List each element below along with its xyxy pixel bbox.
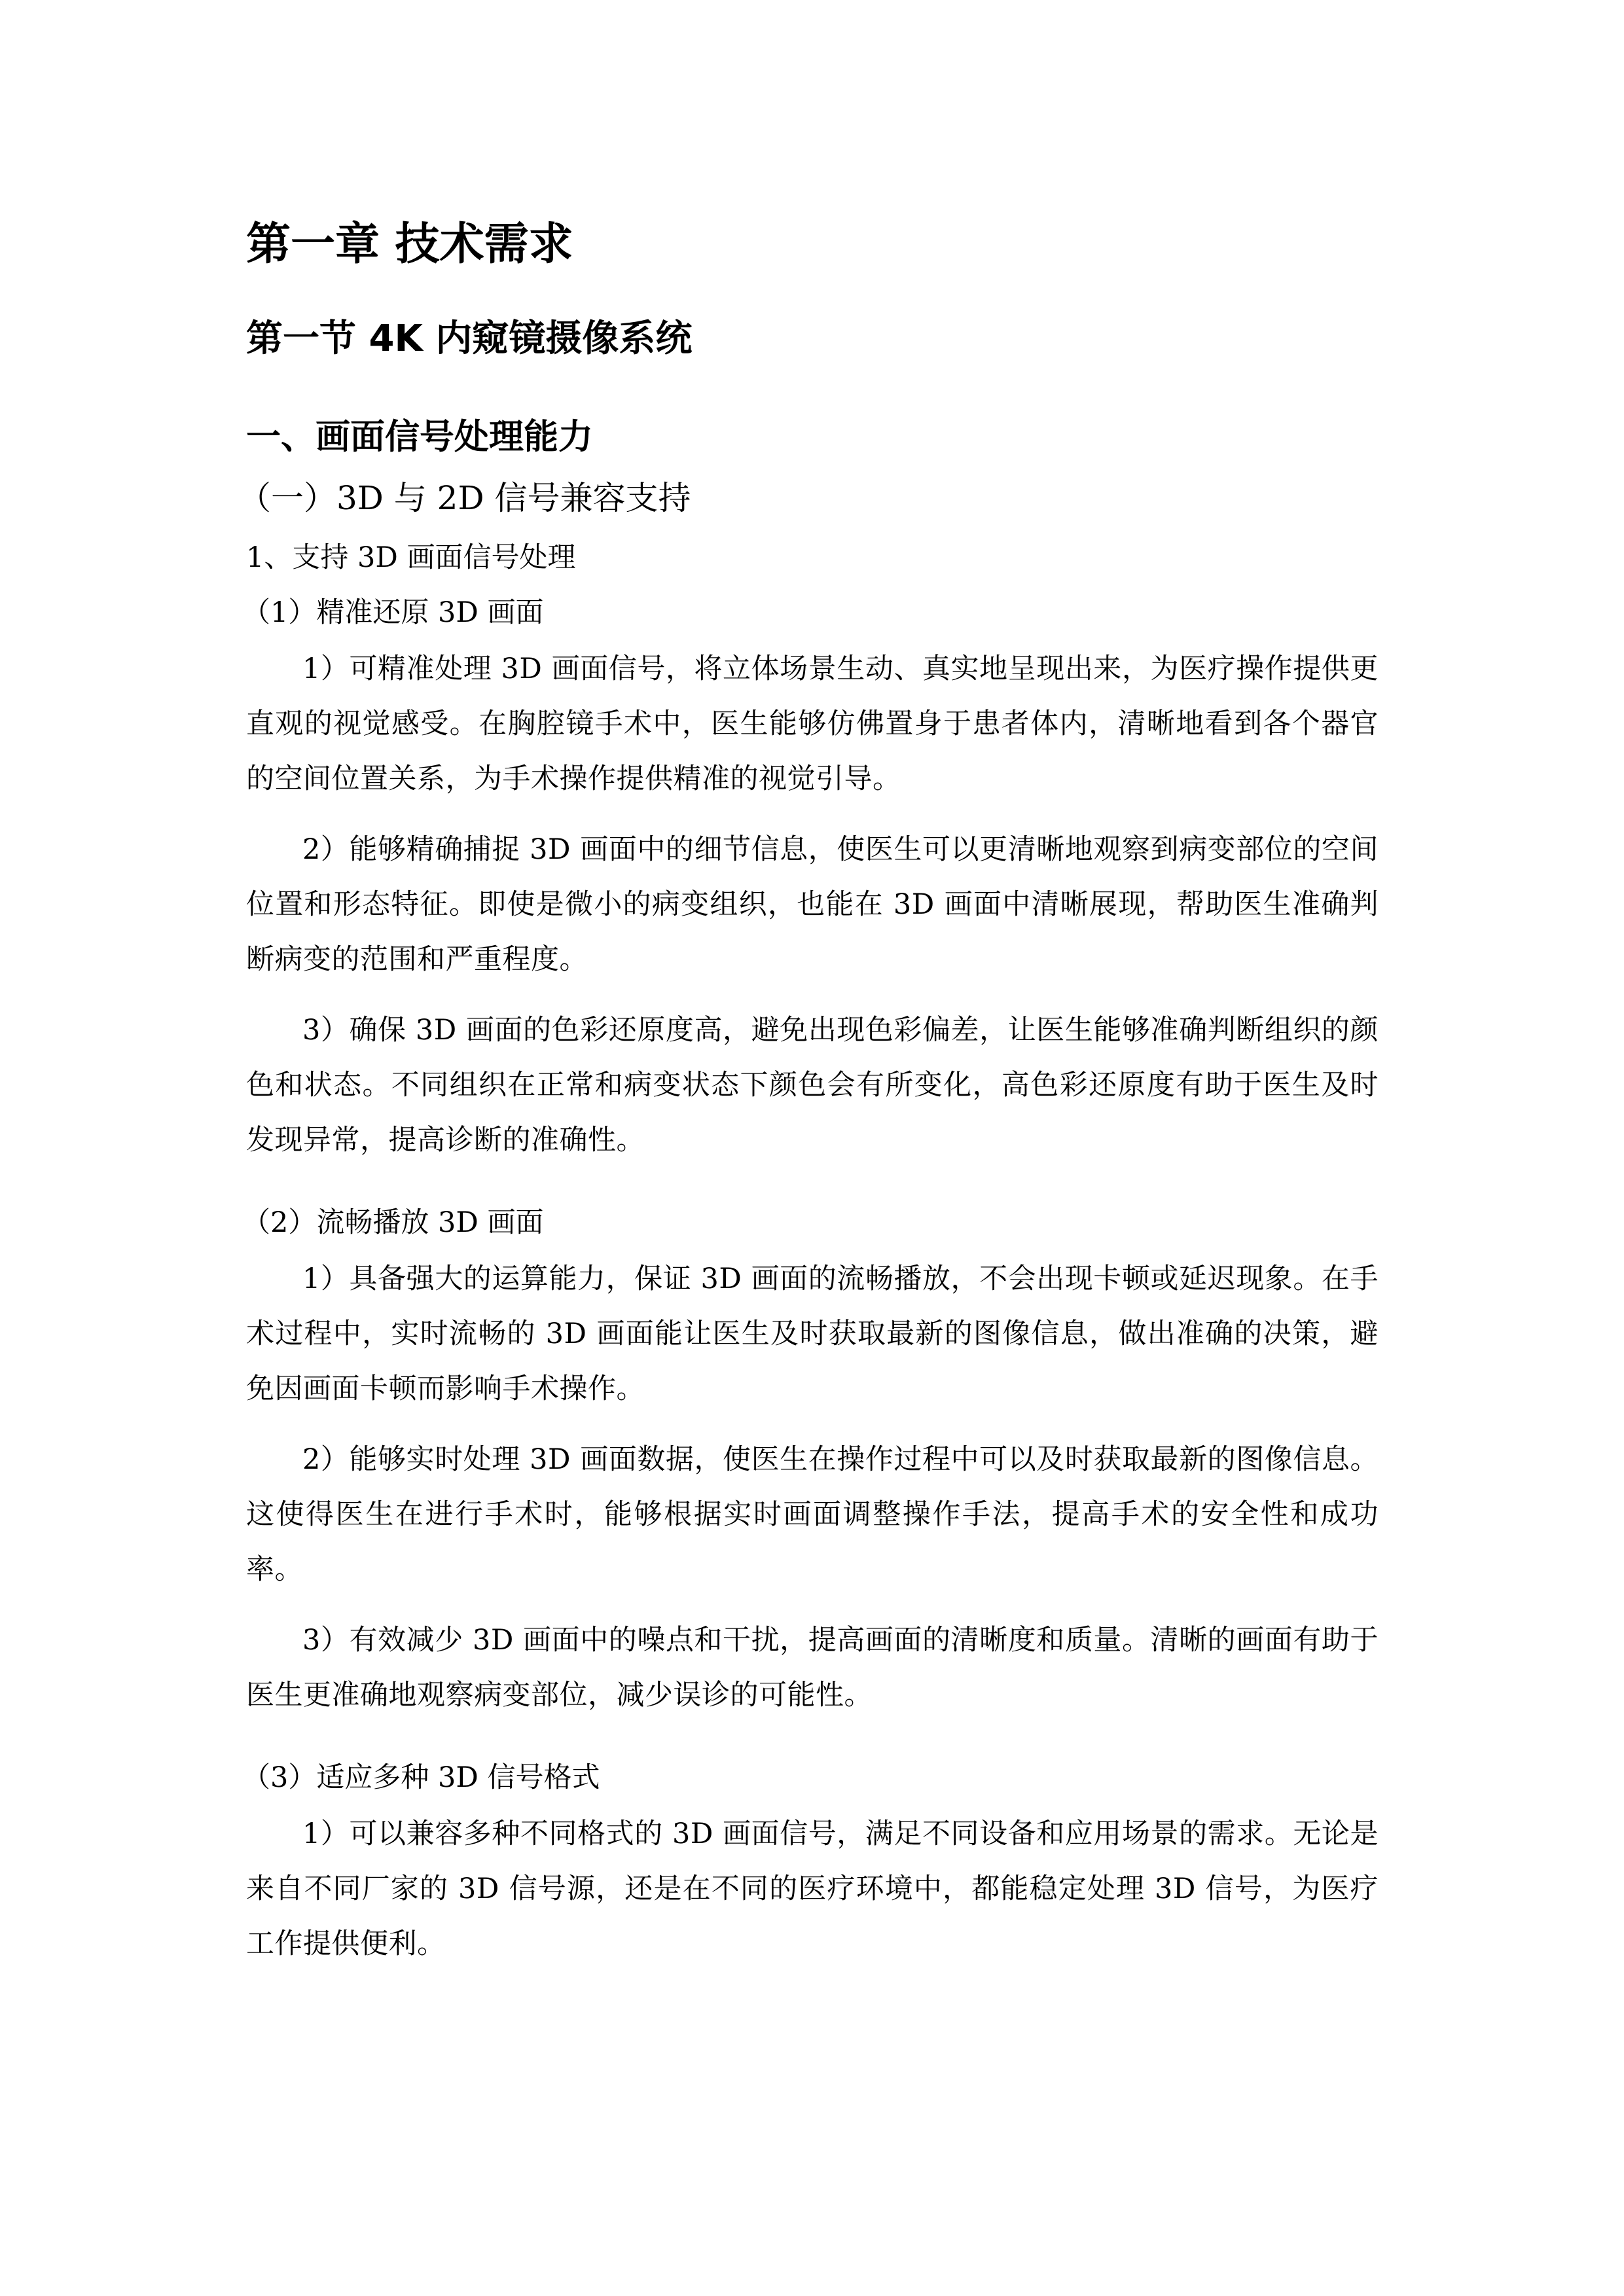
section-title: 第一节 4K 内窥镜摄像系统 [246, 317, 693, 360]
paragraph: 1）具备强大的运算能力，保证 3D 画面的流畅播放，不会出现卡顿或延迟现象。在手术过程中，实时流畅的 3D 画面能让医生及时获取最新的图像信息，做出准确的决策，避免因画面卡顿而影响手术操作。 [246, 1263, 1379, 1405]
paragraph: 1）可精准处理 3D 画面信号，将立体场景生动、真实地呈现出来，为医疗操作提供更直观的视觉感受。在胸腔镜手术中，医生能够仿佛置身于患者体内，清晰地看到各个器官的空间位置关系，为手术操作提供精准的视觉引导。 [246, 653, 1379, 795]
group-heading: （1）精准还原 3D 画面 [242, 596, 544, 629]
group-heading: （2）流畅播放 3D 画面 [242, 1206, 544, 1239]
group-3 [242, 1753, 1379, 1971]
item-title: 1、支持 3D 画面信号处理 [246, 541, 576, 574]
document-page [238, 196, 1379, 1987]
subsection-title: 一、画面信号处理能力 [246, 417, 593, 457]
paragraph: 3）有效减少 3D 画面中的噪点和干扰，提高画面的清晰度和质量。清晰的画面有助于医生更准确地观察病变部位，减少误诊的可能性。 [246, 1624, 1379, 1712]
paragraph: 2）能够精确捕捉 3D 画面中的细节信息，使医生可以更清晰地观察到病变部位的空间位置和形态特征。即使是微小的病变组织，也能在 3D 画面中清晰展现，帮助医生准确判断病变的范围和严重程度。 [246, 833, 1379, 976]
part-title: （一）3D 与 2D 信号兼容支持 [238, 479, 691, 517]
paragraph: 3）确保 3D 画面的色彩还原度高，避免出现色彩偏差，让医生能够准确判断组织的颜色和状态。不同组织在正常和病变状态下颜色会有所变化，高色彩还原度有助于医生及时发现异常，提高诊断的准确性。 [246, 1014, 1379, 1157]
paragraph: 1）可以兼容多种不同格式的 3D 画面信号，满足不同设备和应用场景的需求。无论是来自不同厂家的 3D 信号源，还是在不同的医疗环境中，都能稳定处理 3D 信号，为医疗工作提供便利。 [246, 1818, 1379, 1960]
group-2 [242, 1198, 1379, 1723]
paragraph: 2）能够实时处理 3D 画面数据，使医生在操作过程中可以及时获取最新的图像信息。这使得医生在进行手术时，能够根据实时画面调整操作手法，提高手术的安全性和成功率。 [246, 1443, 1379, 1586]
chapter-title: 第一章 技术需求 [246, 219, 573, 270]
group-1 [242, 588, 1379, 1168]
group-heading: （3）适应多种 3D 信号格式 [242, 1761, 600, 1794]
